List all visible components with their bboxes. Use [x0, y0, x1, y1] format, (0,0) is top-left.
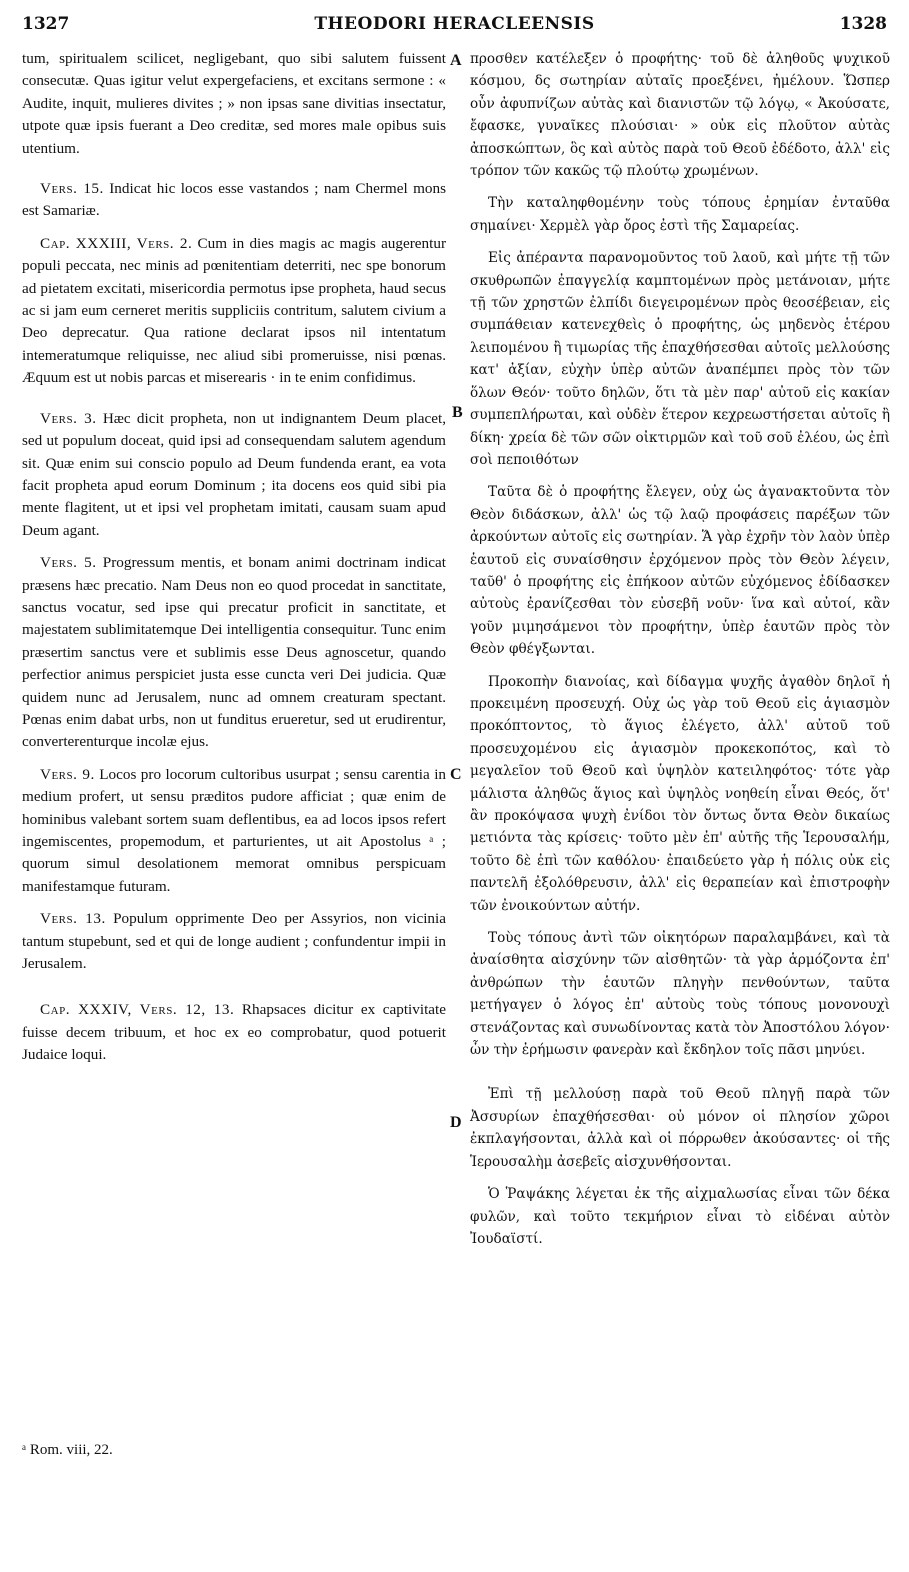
latin-paragraph: Vers. 3. Hæc dicit propheta, non ut indignantem Deum placet, sed ut populum doceat, quid ipsi ad consequendam salutem agendum sit. Quæ enim sui conscio populo ad Deum fundenda erant, ea vota facit propheta apud eorum Dominum ; ita docens eos quid sibi pia mente flagitent, ut et ipsi vel prophetam imitati, causam suam apud Deum agant. — [22, 409, 446, 539]
latin-paragraph: Vers. 9. Locos pro locorum cultoribus usurpat ; sensu carentia in medium profert, ut sensu præditos pudore afficiat ; quæ enim de hominibus valebant sortem suam deflentibus, ea ad locos ipsos refert ingemiscentes, propemodum, et parturientes, ut ait Apostolus ᵃ ; quorum simul desolationem memorat omnibus perspicuam manifestamque futuram. — [22, 765, 447, 895]
greek-paragraph: Ὁ Ῥαψάκης λέγεται ἐκ τῆς αἰχμαλωσίας εἶναι τῶν δέκα φυλῶν, καὶ τοῦτο τεκμήριον εἶναι τὸ εἰδέναι αὐτὸν Ἰουδαϊστί. — [470, 1186, 890, 1247]
greek-paragraph: Εἰς ἀπέραντα παρανομοῦντος τοῦ λαοῦ, καὶ μήτε τῇ τῶν σκυθρωπῶν ἐπαγγελίᾳ καμπτομένων πρὸς μετάνοιαν, μήτε τῇ τῶν χρηστῶν ἐλπίδι διεγειρομένων πρὸς θεοσέβειαν, εἰς συμπάθειαν κατενεχθεὶς ὁ προφήτης, ὡς μηδενὸς ἑτέρου λειπομένου ἢ τιμωρίας τῆς ἐπαχθήσεσθαι αὐτοῖς μελλούσης κατ' ἀξίαν, εὐχὴν ὑπὲρ αὐτῶν ἀναπέμπει πρὸς τὸν τῶν ὅλων Θεόν· τοῦτο δηλῶν, ὅτι τὰ μὲν παρ' αὐτοῦ εἰς κακίαν συμπεπλήρωται, καὶ οὐδὲν ἕτερον κεχρεωστήσεται αὐτοῖς ἢ δίκη· χρεία δὲ τῶν σῶν οἰκτιρμῶν καὶ τοῦ σοῦ ἐλέου, ὡς ἐπὶ σοὶ πεποιθότων — [470, 250, 890, 468]
page-number-left: 1327 — [22, 14, 70, 34]
verse-reference: Cap. XXXIII, Vers. 2. — [40, 234, 193, 252]
latin-paragraph: Vers. 15. Indicat hic locos esse vastandos ; nam Chermel mons est Samariæ. — [22, 180, 446, 220]
margin-letter-d: D — [450, 1114, 462, 1131]
latin-paragraph: Vers. 13. Populum opprimente Deo per Assyrios, non vicinia tantum stupebunt, sed et qui de longe audient ; confundentur impii in Jerusalem. — [22, 910, 446, 973]
latin-paragraph: Vers. 5. Progressum mentis, et bonam animi doctrinam indicat præsens hæc precatio. Nam Deus non eo quod procedat in sanctitate, sanctus vocatur, sed ipse qui precatur proficit in sanctitate, et majestatem sublimitatemque Dei intelligentia consequitur. Tunc enim præsertim sanctus vere et sublimis esse Deus agnoscetur, quando perfectior animus perspiciet justa esse cuncta veri Dei judicia. Quæ quidem nunc ad Jerusalem, nunc ad omnem creaturam spectant. Pœnas enim dabat urbs, non ut funditus erueretur, sed ut erudirentur, converterenturque incolæ ejus. — [22, 554, 446, 751]
latin-paragraph: tum, spiritualem scilicet, negligebant, quo sibi salutem fuissent consecutæ. Quas igitur velut expergefaciens, et excitans sermone : « Audite, inquit, mulieres divites ; » non ipsas sane divitias insectatur, utpote quæ ipsis fuerant a Deo creditæ, sed mores male opibus suis utentium. — [22, 50, 446, 157]
verse-reference: Vers. 9. — [40, 765, 95, 783]
greek-paragraph: προσθεν κατέλεξεν ὁ προφήτης· τοῦ δὲ ἀληθοῦς ψυχικοῦ κόσμου, δς σωτηρίαν αὐταῖς προεξένει, ἠμέλουν. Ὥσπερ οὖν ἀφυπνίζων αὐτὰς καὶ διανιστῶν τῷ λόγῳ, « Ἀκούσατε, ἔφασκε, γυναῖκες πλούσιαι· » οὐκ εἰς πλοῦτον αὐτὰς ἀποσκώπτων, ὃς καὶ αὐτὸς παρὰ τοῦ Θεοῦ ἐδέδοτο, ἀλλ' εἰς τρόπον τῶν κακῶς τῷ πλούτῳ χρωμένων. — [470, 51, 890, 180]
greek-paragraph: Τὴν καταληφθομένην τοὺς τόπους ἐρημίαν ἐνταῦθα σημαίνει· Χερμὲλ γὰρ ὄρος ἐστὶ τῆς Σαμαρείας. — [470, 195, 890, 234]
greek-paragraph: Προκοπὴν διανοίας, καὶ δίδαγμα ψυχῆς ἀγαθὸν δηλοῖ ἡ προκειμένη προσευχή. Οὐχ ὡς γὰρ τοῦ Θεοῦ εἰς ἁγιασμὸν προκόπτοντος, τὸ ἅγιος ἐλέγετο, ἀλλ' αὐτοῦ τοῦ προσευχομένου εἰς ἁγιασμὸν προκεκοπότος, καὶ τὸ μεγαλεῖον τοῦ Θεοῦ καὶ ὑψηλὸν κατειληφότος· τότε γὰρ μάλιστα ἀληθῶς ἅγιος καὶ ὑψηλὸς νοηθείη εἶναι Θεός, ὅτ' ἂν προκόψασα ψυχὴ ἐνίδοι τὸν ὄντως ὄντα Θεὸν δικαίως μετιόντα τὰς κρίσεις· τοῦτο μὲν ἐπ' αὐτῆς τῆς Ἱερουσαλήμ, τοῦτο δὲ ἐπὶ τῶν καθόλου· ἐπαιδεύετο γὰρ ἡ πόλις οὐκ εἰς παντελῆ ἐξολόθρευσιν, ἀλλ' εἰς θεραπείαν καὶ ἐπιστροφὴν τῶν ἐνοικούντων αὐτήν. — [470, 673, 890, 914]
greek-column — [470, 48, 890, 1260]
page-number-right: 1328 — [839, 14, 887, 34]
verse-reference: Vers. 15. — [40, 180, 104, 198]
latin-paragraph: Cap. XXXIV, Vers. 12, 13. Rhapsaces dicitur ex captivitate fuisse decem tribuum, et hoc ex eo comprobatur, quod potuerit Judaice loqui. — [22, 1001, 447, 1064]
margin-letter-a: A — [450, 52, 462, 69]
greek-paragraph: Ταῦτα δὲ ὁ προφήτης ἔλεγεν, οὐχ ὡς ἀγανακτοῦντα τὸν Θεὸν διδάσκων, ἀλλ' ὡς τῷ λαῷ προφάσεις παρέξων τῶν ἀρκούντων αὐτοῖς εἰς σωτηρίαν. Ἅ γὰρ ἐχρῆν τὸν λαὸν ὑπὲρ ἑαυτοῦ εἰς συναίσθησιν ἐρχόμενον πρὸς τὸν Θεὸν λέγειν, ταῦθ' ὁ προφήτης εἰς ἐπήκοον αὐτῶν εὐχόμενος ἐδίδασκεν αὐτοὺς ἐρανίζεσθαι τὸν εὐσεβῆ νοῦν· ἵνα καὶ αὐτοί, κἂν γοῦν μιμησάμενοι τὸν προφήτην, ὑπὲρ ἑαυτῶν πρὸς τὸν Θεὸν φθέγξωνται. — [470, 484, 890, 658]
footnote: ᵃ Rom. viii, 22. — [22, 1442, 113, 1458]
verse-reference: Vers. 5. — [40, 554, 97, 572]
running-title: THEODORI HERACLEENSIS — [314, 14, 595, 34]
verse-reference: Vers. 13. — [40, 910, 106, 928]
margin-letter-c: C — [450, 766, 462, 783]
latin-paragraph: Cap. XXXIII, Vers. 2. Cum in dies magis ac magis augerentur populi peccata, nec minis ad pœnitentiam deterriti, nec spe bonorum ad pietatem excitati, misericordia permotus ipse propheta, haud secus ac si jam eum cerneret meritis suppliciis contritum, salutem civium a Deo deprecatur. Qua ratione declarat ipsos nil intentatum intemeratumque reliquisse, nec aliud sibi promeruisse, nisi pœnas. Æquum est ut nobis parcas et miserearis · in te enim confidimus. — [22, 234, 447, 387]
greek-paragraph: Ἐπὶ τῇ μελλούσῃ παρὰ τοῦ Θεοῦ πληγῇ παρὰ τῶν Ἀσσυρίων ἐπαχθήσεσθαι· οὐ μόνον οἱ πλησίον χῶροι ἐκπλαγήσονται, ἀλλὰ καὶ οἱ πόρρωθεν ἀκούσαντες· οἱ τῆς Ἱερουσαλὴμ ἀσεβεῖς αἰσχυνθήσονται. — [470, 1086, 890, 1170]
verse-reference: Cap. XXXIV, Vers. 12, 13. — [40, 1001, 235, 1019]
running-header — [22, 14, 887, 40]
verse-reference: Vers. 3. — [40, 409, 97, 427]
greek-paragraph: Τοὺς τόπους ἀντὶ τῶν οἰκητόρων παραλαμβάνει, καὶ τὰ ἀναίσθητα αἰσχύνην τῶν αἰσθητῶν· τὰ γὰρ ἁρμόζοντα ἐπ' ἀνθρώπων τὴν ἑαυτῶν πληγὴν πενθούντων, ταῦτα μετήγαγεν ὁ λόγος ἐπ' αὐτοὺς τοὺς τόπους μονονουχὶ στενάζοντας καὶ συνωδίνοντας κατὰ τὸν Ἀποστόλου λόγον· ὧν τὴν ἐρήμωσιν φανερὰν καὶ ἔκδηλον τοῖς πᾶσι μηνύει. — [470, 930, 890, 1059]
margin-letter-b: B — [452, 404, 463, 421]
latin-column — [22, 48, 446, 1077]
